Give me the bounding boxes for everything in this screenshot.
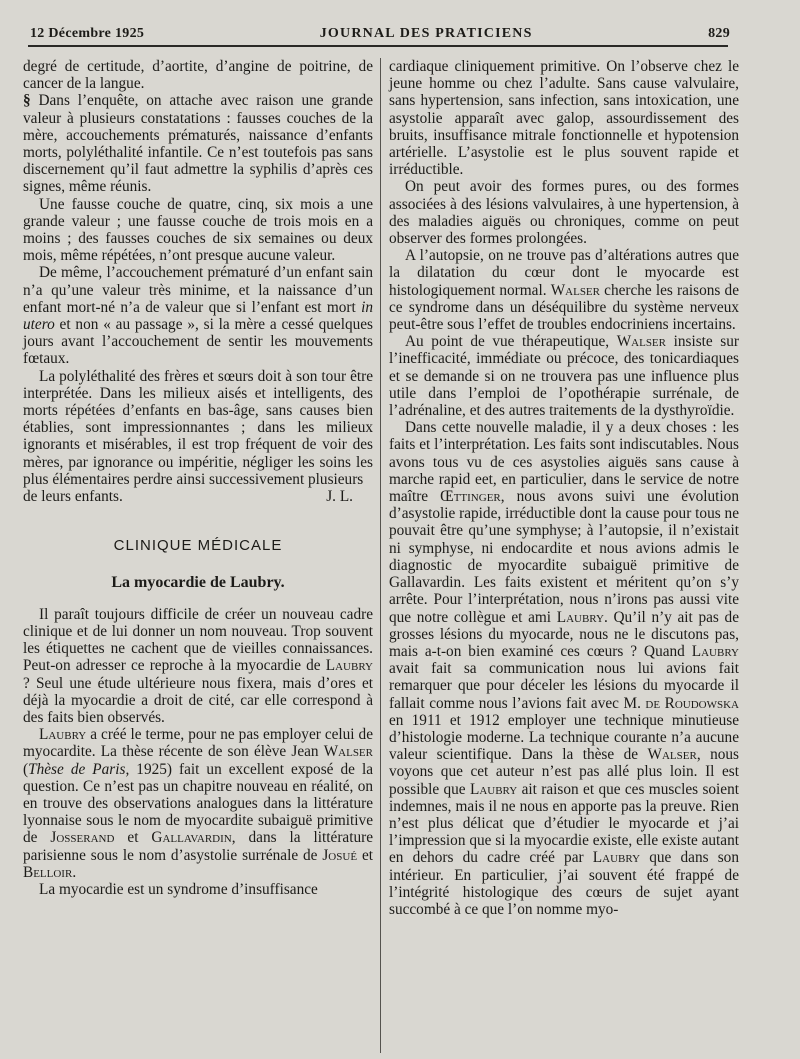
paragraph-text: , nous avons suivi une évolution d’asystolie rapide, irréductible dont la cause pour tous ne pouvait être qu’une symphyse; à l’autopsie, il n’existait ni symphyse, ni endocardite et nous avions admis le diagnostic de myocardite subaiguë primitive de Gallavardin. Les faits existent et méritent qu’on s’y arrête. Pour l’interprétation, nous n’irons pas aussi vite que notre collègue et ami [389,488,739,626]
author-initials: J. L. [326,488,353,506]
paragraph-text: Dans cette nouvelle maladie, il y a deux choses : les faits et l’interprétation. Les faits sont indiscutables. Nous avons tous vu de ces asystolies aiguës sans cause à marche rapid eet, en particulier, dans le service de notre maître [389,419,739,506]
paragraph [389,419,739,918]
paragraph-text: avait fait sa communication nous lui avions fait remarquer que pour déceler les lésions du myocarde il fallait comme nous l’avions fait avec M. [389,660,739,712]
paragraph-text: que dans son intérieur. En particulier, j’ai souvent été frappé de l’intégrité histologique des cœurs de sujet ayant succombé à ce que l’on nomme myo- [389,849,739,918]
section-heading: CLINIQUE MÉDICALE [113,537,283,555]
paragraph [389,247,739,333]
column-divider [380,58,381,1053]
paragraph-text: , dans la littérature parisienne sous le nom d’asystolie surrénale de [23,829,373,864]
paragraph-text: en 1911 et 1912 employer une technique minutieuse d’histologie moderne. La technique courante n’a aucune valeur scientifique. Dans la thèse de [389,711,739,764]
paragraph-text: A l’autopsie, on ne trouve pas d’altérations autres que la dilatation du cœur dont le myocarde est histologiquement normal. [389,247,739,299]
left-column [23,58,373,898]
author-name: Belloir [23,863,73,881]
paragraph [23,606,373,726]
paragraph [23,726,373,881]
journal-title: JOURNAL DES PRATICIENS [319,26,533,41]
paragraph [23,264,373,367]
paragraph-text: a créé le terme, pour ne pas employer celui de myocardite. La thèse récente de son élève Jean [23,726,373,761]
paragraph: degré de certitude, d’aortite, d’angine de poitrine, de cancer de la langue. [23,58,373,93]
paragraph: cardiaque cliniquement primitive. On l’observe chez le jeune homme ou chez l’adulte. Sans cause valvulaire, sans hypertension, sans infection, sans intoxication, une asystolie apparaît avec galop, assourdissement des bruits, insuffisance mitrale fonctionnelle et hypotension artérielle. L’asystolie est le plus souvent rapide et irréductible. [389,58,739,179]
paragraph-text: Il paraît toujours difficile de créer un nouveau cadre clinique et de lui donner un nom nouveau. Trop souvent les étiquettes ne cachent que de vieilles connaissances. Peut-on adresser ce reproche à la myocardie de [23,605,373,675]
author-name: Josué [322,846,358,864]
paragraph-text: et [357,846,373,864]
author-name: Laubry [469,780,518,798]
author-name: Josserand [50,829,115,847]
paragraph-text: ? Seul une étude ultérieure nous fixera, mais d’ores et déjà la myocardie a droit de cité, car elle correspond à des faits bien observés. [23,674,373,726]
right-column [389,58,739,918]
header-rule [28,45,728,47]
author-name: Laubry [325,657,373,675]
header-date: 12 Décembre 1925 [30,26,145,41]
author-name: Walser [323,743,373,761]
paragraph-text: . [72,863,77,881]
paragraph-text: . Qu’il n’y ait pas de grosses lésions du myocarde, nous ne le discutons pas, mais a-t-on bien examiné ces cœurs ? Quand [389,608,739,660]
running-header [30,26,730,42]
page-number: 829 [708,26,730,41]
paragraph-text: Au point de vue thérapeutique, [405,333,617,351]
paragraph-text: ait raison et que ces muscles soient indemnes, mais il ne nous en apporte pas la preuve. Rien n’est plus délicat que d’étudier le myocarde et j’ai l’impression que si la myocardie existe, elle existe autant en dehors du cadre créé par [389,780,739,867]
author-name: de Roudowska [645,694,739,712]
paragraph-text: ( [23,760,29,778]
author-name: Laubry [691,642,739,660]
author-name: Walser [647,746,697,764]
author-name: Laubry [592,849,641,867]
author-name: Laubry [39,726,87,744]
paragraph: La polyléthalité des frères et sœurs doit à son tour être interprétée. Dans les milieux aisés et intelligents, des morts répétées d’enfants en bas-âge, sans causes bien établies, sont impressionnantes ; dans les milieux ignorants et misérables, il est trop fréquent de voir des mères, par ignorance ou impéritie, négliger les soins les plus élémentaires perdre ainsi successivement plusieurs [23,367,373,488]
paragraph [389,333,739,419]
author-name: Œttinger [440,488,501,506]
italic-text: Thèse de Paris, [28,760,130,778]
paragraph: Une fausse couche de quatre, cinq, six mois a une grande valeur ; une fausse couche de trois mois en a moins ; des fausses couches de six semaines ou deux mois, même répétées, n’ont presque aucune valeur. [23,195,373,265]
paragraph: La myocardie est un syndrome d’insuffisance [39,880,318,898]
italic-text: in utero [23,298,373,334]
paragraph-text: insiste sur l’inefficacité, immédiate ou précoce, des tonicardiaques et se demande si on ne trouvera pas une influence plus utile dans l’emploi de l’opothérapie surrénale, de l’adrénaline, et des autres traitements de la dysthyroïdie. [389,333,739,420]
article-title: La myocardie de Laubry. [111,574,285,592]
paragraph-text: et non « au passage », si la mère a cessé quelques jours avant l’accouchement de sentir les mouvements fœtaux. [23,316,373,368]
paragraph-text: et [114,829,152,847]
author-name: Laubry [556,608,604,626]
paragraph-text: Dans l’enquête, on attache avec raison une grande valeur à plusieurs constatations : fausses couches de la mère, accouchements prématurés, naissance d’enfants morts, polyléthalité infantile. Ce n’est toutefois pas sans discernement qu’il faut admettre la syphilis d’après ces signes, même réunis. [23,92,373,196]
section-mark: § [23,92,31,110]
author-name: Walser [616,333,666,351]
paragraph-text: De même, l’accouchement prématuré d’un enfant sain n’a qu’une valeur très minime, et la naissance d’un enfant mort-né n’a de valeur que si l’enfant est mort [23,264,373,316]
author-name: Gallavardin [151,829,232,847]
paragraph: On peut avoir des formes pures, ou des formes associées à des lésions valvulaires, à une hypertension, à des maladies aiguës ou chroniques, comme on peut observer des formes prolongées. [389,178,739,248]
paragraph [23,92,373,195]
signature-line [23,488,373,505]
paragraph-text: 1925) fait un excellent exposé de la question. Ce n’est pas un chapitre nouveau en réalité, on en trouve des observations analogues dans la littérature lyonnaise sous le nom de myocardite subaiguë primitive de [23,760,373,847]
author-name: Walser [550,281,600,299]
paragraph-text: cherche les raisons de ce syndrome dans un déséquilibre du système nerveux peut-être sous l’effet de troubles endocriniens incertains. [389,281,739,334]
paragraph-text: , nous voyons que cet auteur n’est pas allé plus loin. Il est possible que [389,746,739,798]
paragraph-text: de leurs enfants. [23,488,123,506]
